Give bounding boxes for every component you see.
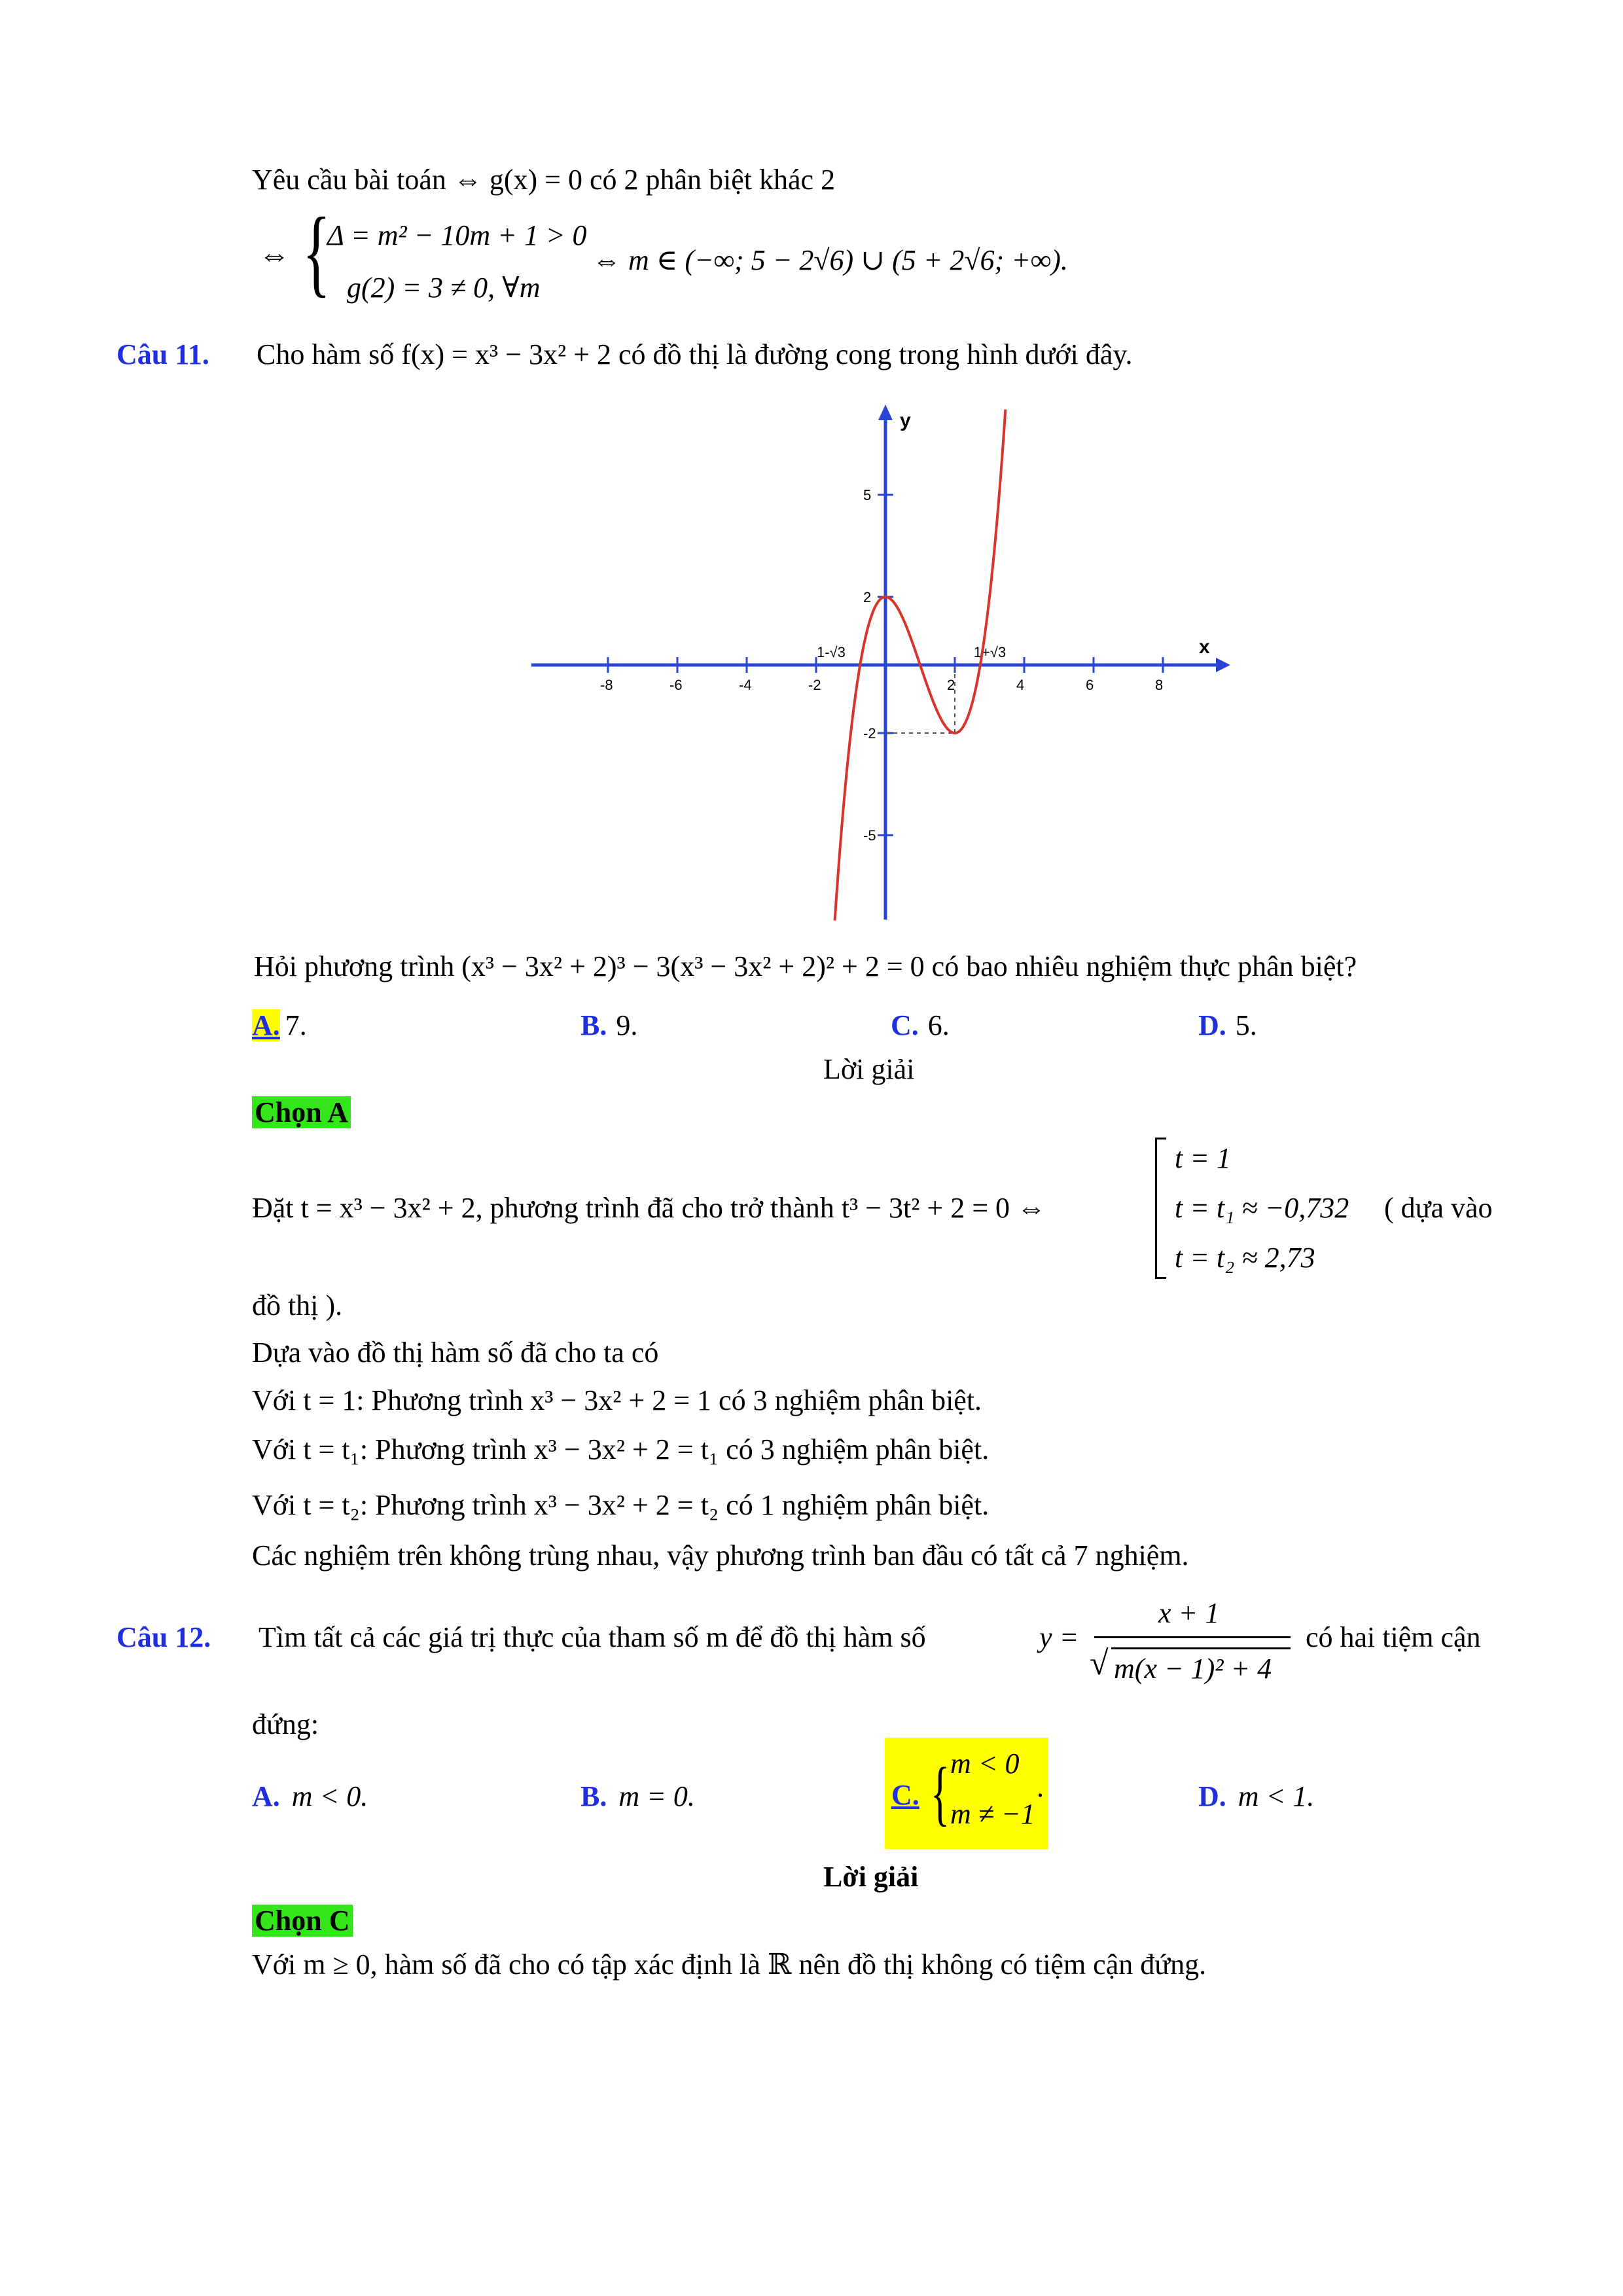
question-12-stem-tail: có hai tiệm cận bbox=[1306, 1621, 1481, 1653]
q11-option-d-text: 5. bbox=[1235, 1009, 1257, 1041]
q11-option-d[interactable] bbox=[1198, 1006, 1257, 1045]
intro-line: Yêu cầu bài toán ⇔ g(x) = 0 có 2 phân biệt khác 2 bbox=[252, 164, 836, 196]
q12-option-a-letter: A. bbox=[252, 1780, 280, 1812]
q12-option-c-line-2: m ≠ −1 bbox=[950, 1798, 1035, 1830]
y-tick-label: -2 bbox=[863, 725, 876, 742]
q11-option-c-letter: C. bbox=[891, 1009, 919, 1041]
q11-solution-line-7: Các nghiệm trên không trùng nhau, vậy phương trình ban đầu có tất cả 7 nghiệm. bbox=[252, 1539, 1189, 1571]
q11-solution-line-2: đồ thị ). bbox=[252, 1289, 343, 1321]
question-11-question: Hỏi phương trình (x³ − 3x² + 2)³ − 3(x³ − 3x² + 2)² + 2 = 0 có bao nhiêu nghiệm thực phân biệt? bbox=[254, 950, 1357, 982]
question-12-stem: Tìm tất cả các giá trị thực của tham số m để đồ thị hàm số bbox=[259, 1621, 926, 1653]
q11-solution-line-6: Với t = t₂: Phương trình x³ − 3x² + 2 = t₂ có 1 nghiệm phân biệt. bbox=[252, 1489, 990, 1521]
q11-chosen-answer bbox=[252, 1093, 351, 1132]
y-tick-label: -5 bbox=[863, 827, 876, 844]
q11-solution-title: Lời giải bbox=[823, 1053, 915, 1085]
question-11-stem: Cho hàm số f(x) = x³ − 3x² + 2 có đồ thị là đường cong trong hình dưới đây. bbox=[257, 338, 1133, 370]
system-result: ⇔ m ∈ (−∞; 5 − 2√6) ∪ (5 + 2√6; +∞). bbox=[592, 244, 1068, 276]
q11-chosen-badge: Chọn A bbox=[252, 1096, 351, 1128]
q12-option-c-letter: C. bbox=[891, 1779, 919, 1811]
q12-option-d-text: m < 1. bbox=[1238, 1780, 1315, 1812]
x-tick-label: -8 bbox=[600, 677, 613, 693]
q11-option-a-letter: A. bbox=[252, 1009, 280, 1041]
q11-option-b[interactable] bbox=[580, 1006, 637, 1045]
y-axis-arrow bbox=[878, 404, 893, 420]
q11-solution-line-1: Đặt t = x³ − 3x² + 2, phương trình đã cho trở thành t³ − 3t² + 2 = 0 ⇔ bbox=[252, 1192, 1046, 1224]
function-curve bbox=[835, 410, 1006, 921]
fraction-numerator: x + 1 bbox=[1158, 1597, 1220, 1629]
q12-option-c[interactable] bbox=[885, 1738, 1048, 1849]
case-2: t = t₁ ≈ −0,732 bbox=[1175, 1192, 1349, 1224]
q12-option-d[interactable] bbox=[1198, 1777, 1314, 1816]
q11-solution-line-3: Dựa vào đồ thị hàm số đã cho ta có bbox=[252, 1336, 659, 1369]
q11-option-b-letter: B. bbox=[580, 1009, 607, 1041]
q12-option-b[interactable] bbox=[580, 1777, 695, 1816]
x-tick-label: -4 bbox=[739, 677, 752, 693]
system-equivalence-arrow: ⇔ bbox=[259, 238, 290, 272]
q12-option-b-text: m = 0. bbox=[618, 1780, 695, 1812]
x-axis-label: x bbox=[1199, 636, 1210, 658]
x-axis-arrow bbox=[1216, 658, 1230, 672]
axes-layer bbox=[531, 404, 1230, 920]
q11-option-a-text: 7. bbox=[285, 1009, 307, 1041]
q12-option-c-line-1: m < 0 bbox=[950, 1748, 1020, 1780]
q11-option-a[interactable] bbox=[252, 1006, 307, 1045]
q12-solution-line-1: Với m ≥ 0, hàm số đã cho có tập xác định là ℝ nên đồ thị không có tiệm cận đứng. bbox=[252, 1948, 1207, 1981]
x-tick-label: -2 bbox=[808, 677, 821, 693]
q12-option-b-letter: B. bbox=[580, 1780, 607, 1812]
q11-option-c[interactable] bbox=[891, 1006, 950, 1045]
sqrt-sign: √ bbox=[1090, 1645, 1109, 1682]
q11-option-b-text: 9. bbox=[616, 1009, 638, 1041]
function-graph bbox=[524, 399, 1243, 923]
system-equation-2: g(2) = 3 ≠ 0, ∀m bbox=[347, 272, 541, 304]
y-axis-label: y bbox=[900, 410, 911, 431]
q12-option-c-period: . bbox=[1037, 1771, 1044, 1803]
q11-solution-line-4: Với t = 1: Phương trình x³ − 3x² + 2 = 1 có 3 nghiệm phân biệt. bbox=[252, 1384, 982, 1416]
q12-option-d-letter: D. bbox=[1198, 1780, 1226, 1812]
case-1: t = 1 bbox=[1175, 1142, 1231, 1174]
q12-solution-title: Lời giải bbox=[823, 1861, 919, 1893]
system-equation-1: Δ = m² − 10m + 1 > 0 bbox=[327, 219, 587, 251]
system-brace: { bbox=[302, 198, 331, 306]
question-11-label: Câu 11. bbox=[116, 338, 209, 370]
q11-solution-line-1-tail: ( dựa vào bbox=[1384, 1192, 1493, 1224]
q12-chosen-badge: Chọn C bbox=[252, 1905, 353, 1937]
x-tick-label: 4 bbox=[1016, 677, 1025, 693]
case-3: t = t₂ ≈ 2,73 bbox=[1175, 1242, 1315, 1274]
root-label-right: 1+√3 bbox=[973, 644, 1007, 660]
q12-chosen-answer bbox=[252, 1901, 353, 1941]
graph-svg bbox=[524, 399, 1243, 923]
y-tick-label: 5 bbox=[863, 487, 872, 503]
q12-option-c-brace: { bbox=[931, 1753, 950, 1833]
fraction-lhs: y = bbox=[1039, 1621, 1079, 1653]
fraction-denominator: m(x − 1)² + 4 bbox=[1114, 1653, 1272, 1685]
y-tick-label: 2 bbox=[863, 589, 872, 605]
q11-option-c-text: 6. bbox=[927, 1009, 950, 1041]
q11-solution-line-5: Với t = t₁: Phương trình x³ − 3x² + 2 = t₁ có 3 nghiệm phân biệt. bbox=[252, 1433, 990, 1465]
x-tick-label: 2 bbox=[947, 677, 955, 693]
x-tick-label: 6 bbox=[1086, 677, 1094, 693]
x-tick-label: -6 bbox=[669, 677, 683, 693]
question-12-label: Câu 12. bbox=[116, 1621, 211, 1653]
q12-option-a-text: m < 0. bbox=[291, 1780, 368, 1812]
fraction-bar bbox=[1094, 1636, 1291, 1638]
q12-option-a[interactable] bbox=[252, 1777, 368, 1816]
x-tick-label: 8 bbox=[1155, 677, 1164, 693]
question-12-stem-end: đứng: bbox=[252, 1708, 319, 1740]
root-label-left: 1-√3 bbox=[817, 644, 846, 660]
q11-option-d-letter: D. bbox=[1198, 1009, 1226, 1041]
cases-bracket bbox=[1155, 1138, 1166, 1279]
